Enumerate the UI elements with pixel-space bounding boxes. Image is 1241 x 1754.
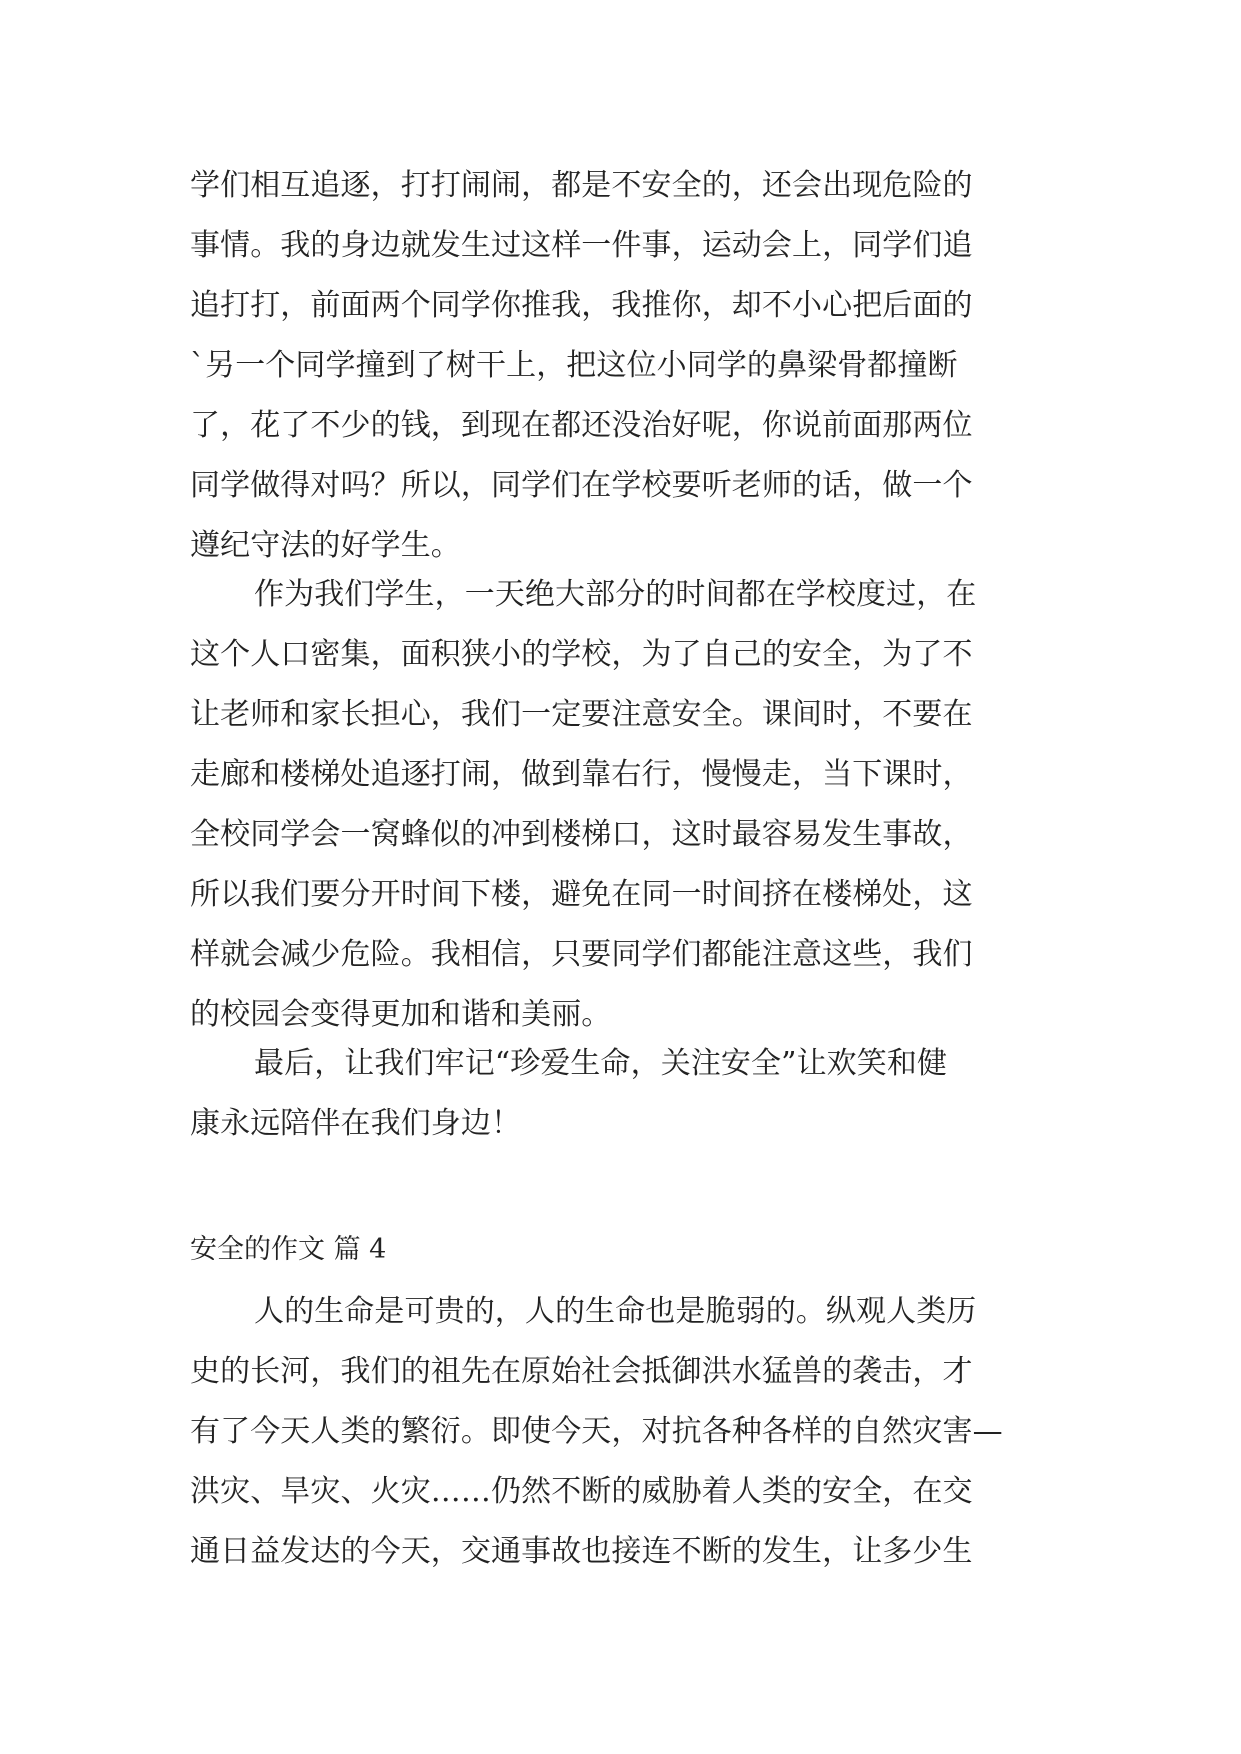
paragraph-2-line: 作为我们学生，一天绝大部分的时间都在学校度过，在 bbox=[254, 577, 977, 612]
section-heading-block bbox=[190, 1220, 1070, 1280]
paragraph-2-line: 全校同学会一窝蜂似的冲到楼梯口，这时最容易发生事故， bbox=[190, 817, 973, 852]
paragraph-4-line: 人的生命是可贵的，人的生命也是脆弱的。纵观人类历 bbox=[254, 1294, 977, 1329]
paragraph-4-line: 通日益发达的今天，交通事故也接连不断的发生，让多少生 bbox=[190, 1534, 973, 1569]
paragraph-1-line: `另一个同学撞到了树干上，把这位小同学的鼻梁骨都撞断 bbox=[190, 348, 958, 383]
paragraph-3-line: 康永远陪伴在我们身边！ bbox=[190, 1106, 522, 1141]
paragraph-2-line: 这个人口密集，面积狭小的学校，为了自己的安全，为了不 bbox=[190, 637, 973, 672]
paragraph-1-line: 事情。我的身边就发生过这样一件事，运动会上，同学们追 bbox=[190, 228, 973, 263]
paragraph-3 bbox=[190, 1034, 1070, 1154]
paragraph-1-line: 遵纪守法的好学生。 bbox=[190, 528, 461, 563]
paragraph-3-line: 最后，让我们牢记“珍爱生命，关注安全”让欢笑和健 bbox=[254, 1046, 948, 1081]
paragraph-1-line: 了，花了不少的钱，到现在都还没治好呢，你说前面那两位 bbox=[190, 408, 973, 443]
paragraph-2-line: 的校园会变得更加和谐和美丽。 bbox=[190, 997, 612, 1032]
paragraph-4-line: 洪灾、旱灾、火灾……仍然不断的威胁着人类的安全，在交 bbox=[190, 1474, 973, 1509]
paragraph-4-line: 有了今天人类的繁衍。即使今天，对抗各种各样的自然灾害— bbox=[190, 1414, 1003, 1449]
paragraph-2-line: 样就会减少危险。我相信，只要同学们都能注意这些，我们 bbox=[190, 937, 973, 972]
paragraph-1 bbox=[190, 156, 1070, 576]
paragraph-2 bbox=[190, 565, 1070, 1045]
paragraph-1-line: 同学做得对吗？所以，同学们在学校要听老师的话，做一个 bbox=[190, 468, 973, 503]
paragraph-1-line: 学们相互追逐，打打闹闹，都是不安全的，还会出现危险的 bbox=[190, 168, 973, 203]
paragraph-4 bbox=[190, 1282, 1070, 1582]
paragraph-4-line: 史的长河，我们的祖先在原始社会抵御洪水猛兽的袭击，才 bbox=[190, 1354, 973, 1389]
paragraph-2-line: 走廊和楼梯处追逐打闹，做到靠右行，慢慢走，当下课时， bbox=[190, 757, 973, 792]
section-heading: 安全的作文 篇 4 bbox=[190, 1234, 387, 1265]
paragraph-2-line: 所以我们要分开时间下楼，避免在同一时间挤在楼梯处，这 bbox=[190, 877, 973, 912]
paragraph-2-line: 让老师和家长担心，我们一定要注意安全。课间时，不要在 bbox=[190, 697, 973, 732]
paragraph-1-line: 追打打，前面两个同学你推我，我推你，却不小心把后面的 bbox=[190, 288, 973, 323]
